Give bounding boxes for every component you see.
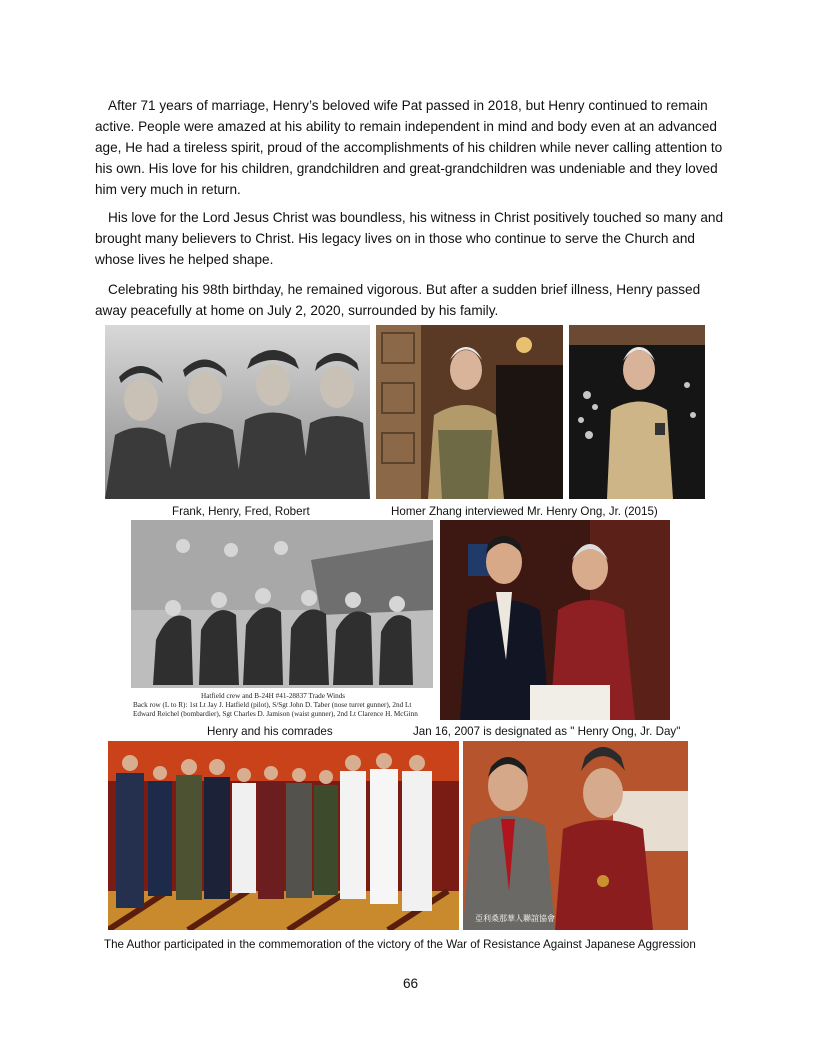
photo-interview-2	[569, 325, 705, 499]
caption-author-commemoration: The Author participated in the commemoration of the victory of the War of Resistance Against Japanese Aggression	[104, 938, 696, 951]
paragraph-faith: His love for the Lord Jesus Christ was boundless, his witness in Christ positively touched so many and brought many believers to Christ. His legacy lives on in those who continue to serve the Church and whose lives he helped shape.	[95, 210, 724, 267]
photo-commemoration-group	[108, 741, 459, 930]
caption-henry-ong-day: Jan 16, 2007 is designated as " Henry Ong, Jr. Day"	[413, 725, 681, 738]
paragraph-marriage: After 71 years of marriage, Henry’s beloved wife Pat passed in 2018, but Henry continued to remain active. People were amazed at his ability to remain independent in mind and body even at an advanced age, He had a tireless spirit, proud of the accomplishments of his children while never calling attention to his own. His love for his children, grandchildren and great-grandchildren was undeniable and they loved him very much in return.	[95, 98, 723, 197]
photo-hatfield-crew	[131, 520, 433, 718]
photo-four-brothers	[105, 325, 370, 499]
photo-interview-1	[376, 325, 563, 499]
caption-comrades: Henry and his comrades	[207, 725, 333, 738]
crew-caption-line1: Hatfield crew and B-24H #41-28837 Trade Winds	[201, 692, 346, 700]
crew-caption-line3: Edward Reichel (bombardier), Sgt Charles D. Jamison (waist gunner), 2nd Lt Clarence H. McGinn	[133, 710, 418, 718]
paragraph-passing: Celebrating his 98th birthday, he remained vigorous. But after a sudden brief illness, Henry passed away peacefully at home on July 2, 2020, surrounded by his family.	[95, 282, 701, 318]
caption-four-brothers: Frank, Henry, Fred, Robert	[172, 505, 310, 518]
photo-watermark: 亞利桑那華人聯誼協會	[475, 914, 555, 923]
crew-caption-line2: Back row (L to R): 1st Lt Jay J. Hatfield (pilot), S/Sgt John D. Taber (nose turret gunner), 2nd Lt	[133, 701, 412, 709]
caption-interview: Homer Zhang interviewed Mr. Henry Ong, Jr. (2015)	[391, 505, 658, 518]
photo-henry-ong-day	[440, 520, 670, 720]
page-number: 66	[402, 976, 419, 991]
photo-author-with-henry	[463, 741, 688, 930]
